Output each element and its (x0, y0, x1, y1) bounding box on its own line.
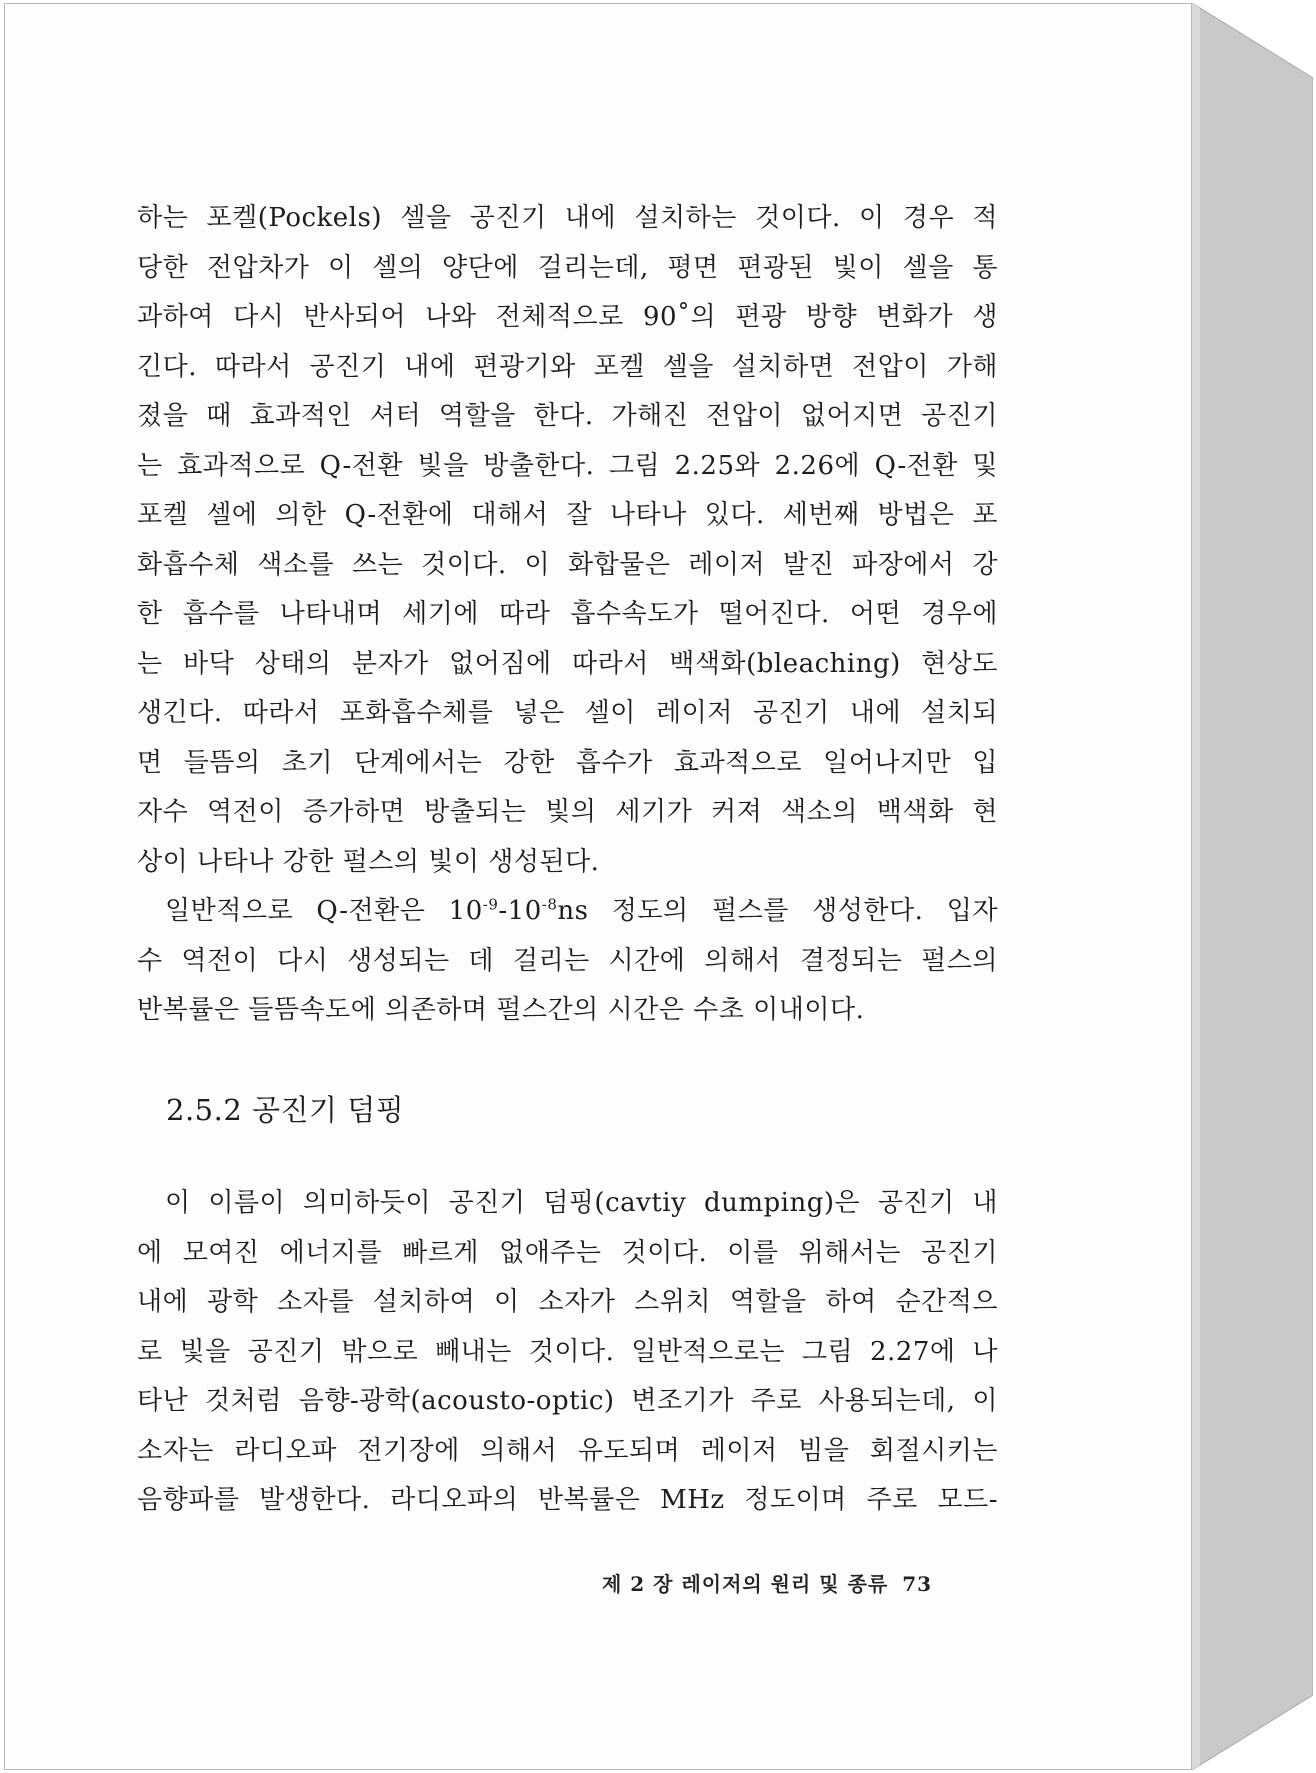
text-line: 한 흡수를 나타내며 세기에 따라 흡수속도가 떨어진다. 어떤 경우에 (137, 599, 998, 629)
text-line (137, 887, 998, 937)
text-line: 면 들뜸의 초기 단계에서는 강한 흡수가 효과적으로 일어나지만 입 (137, 747, 998, 778)
exponent: -9 (482, 895, 499, 914)
text-line: 음향파를 발생한다. 라디오파의 반복률은 MHz 정도이며 주로 모드- (137, 1485, 998, 1515)
text-line: 긴다. 따라서 공진기 내에 편광기와 포켈 셀을 설치하면 전압이 가해 (137, 351, 998, 382)
text-fragment: 일반적으로 Q-전환은 10 (165, 896, 483, 926)
paragraph-cavity-dumping (137, 1179, 998, 1526)
text-line: 는 효과적으로 Q-전환 빛을 방출한다. 그림 2.25와 2.26에 Q-전환 및 (137, 450, 998, 481)
text-line: 에 모여진 에너지를 빠르게 없애주는 것이다. 이를 위해서는 공진기 (137, 1237, 998, 1268)
text-line: 하는 포켈(Pockels) 셀을 공진기 내에 설치하는 것이다. 이 경우 적 (137, 203, 998, 233)
paragraph-q-switch-pulse (137, 887, 998, 1036)
text-line: 졌을 때 효과적인 셔터 역할을 한다. 가해진 전압이 없어지면 공진기 (137, 401, 998, 431)
text-fragment: ns 정도의 펄스를 생성한다. 입자 (557, 896, 998, 926)
page-number: 73 (902, 1572, 933, 1596)
text-line: 타난 것처럼 음향-광학(acousto-optic) 변조기가 주로 사용되는데, 이 (137, 1386, 998, 1416)
text-line: 당한 전압차가 이 셀의 양단에 걸리는데, 평면 편광된 빛이 셀을 통 (137, 252, 998, 283)
text-line: 상이 나타나 강한 펄스의 빛이 생성된다. (137, 846, 600, 877)
text-line: 생긴다. 따라서 포화흡수체를 넣은 셀이 레이저 공진기 내에 설치되 (137, 698, 998, 728)
paragraph-pockels-cell (137, 194, 998, 887)
text-line: 로 빛을 공진기 밖으로 빼내는 것이다. 일반적으로는 그림 2.27에 나 (137, 1336, 998, 1367)
chapter-title: 제 2 장 레이저의 원리 및 종류 (602, 1572, 889, 1596)
text-line: 포켈 셀에 의한 Q-전환에 대해서 잘 나타나 있다. 세번째 방법은 포 (137, 500, 998, 530)
page-footer (602, 1568, 932, 1597)
text-fragment: -10 (498, 896, 542, 926)
text-line: 자수 역전이 증가하면 방출되는 빛의 세기가 커져 색소의 백색화 현 (137, 797, 998, 827)
exponent: -8 (541, 895, 558, 914)
text-line: 화흡수체 색소를 쓰는 것이다. 이 화합물은 레이저 발진 파장에서 강 (137, 549, 998, 580)
section-heading: 2.5.2 공진기 덤핑 (166, 1093, 405, 1127)
book-edge (1192, 3, 1313, 1770)
text-line: 과하여 다시 반사되어 나와 전체적으로 90˚의 편광 방향 변화가 생 (137, 302, 998, 332)
text-line: 내에 광학 소자를 설치하여 이 소자가 스위치 역할을 하여 순간적으 (137, 1287, 998, 1317)
text-line: 반복률은 들뜸속도에 의존하며 펄스간의 시간은 수초 이내이다. (137, 995, 865, 1025)
text-line: 수 역전이 다시 생성되는 데 걸리는 시간에 의해서 결정되는 펄스의 (137, 945, 998, 976)
text-line: 소자는 라디오파 전기장에 의해서 유도되며 레이저 빔을 회절시키는 (137, 1435, 998, 1466)
text-line: 이 이름이 의미하듯이 공진기 덤핑(cavtiy dumping)은 공진기 내 (165, 1188, 998, 1218)
text-line: 는 바닥 상태의 분자가 없어짐에 따라서 백색화(bleaching) 현상도 (137, 648, 998, 679)
